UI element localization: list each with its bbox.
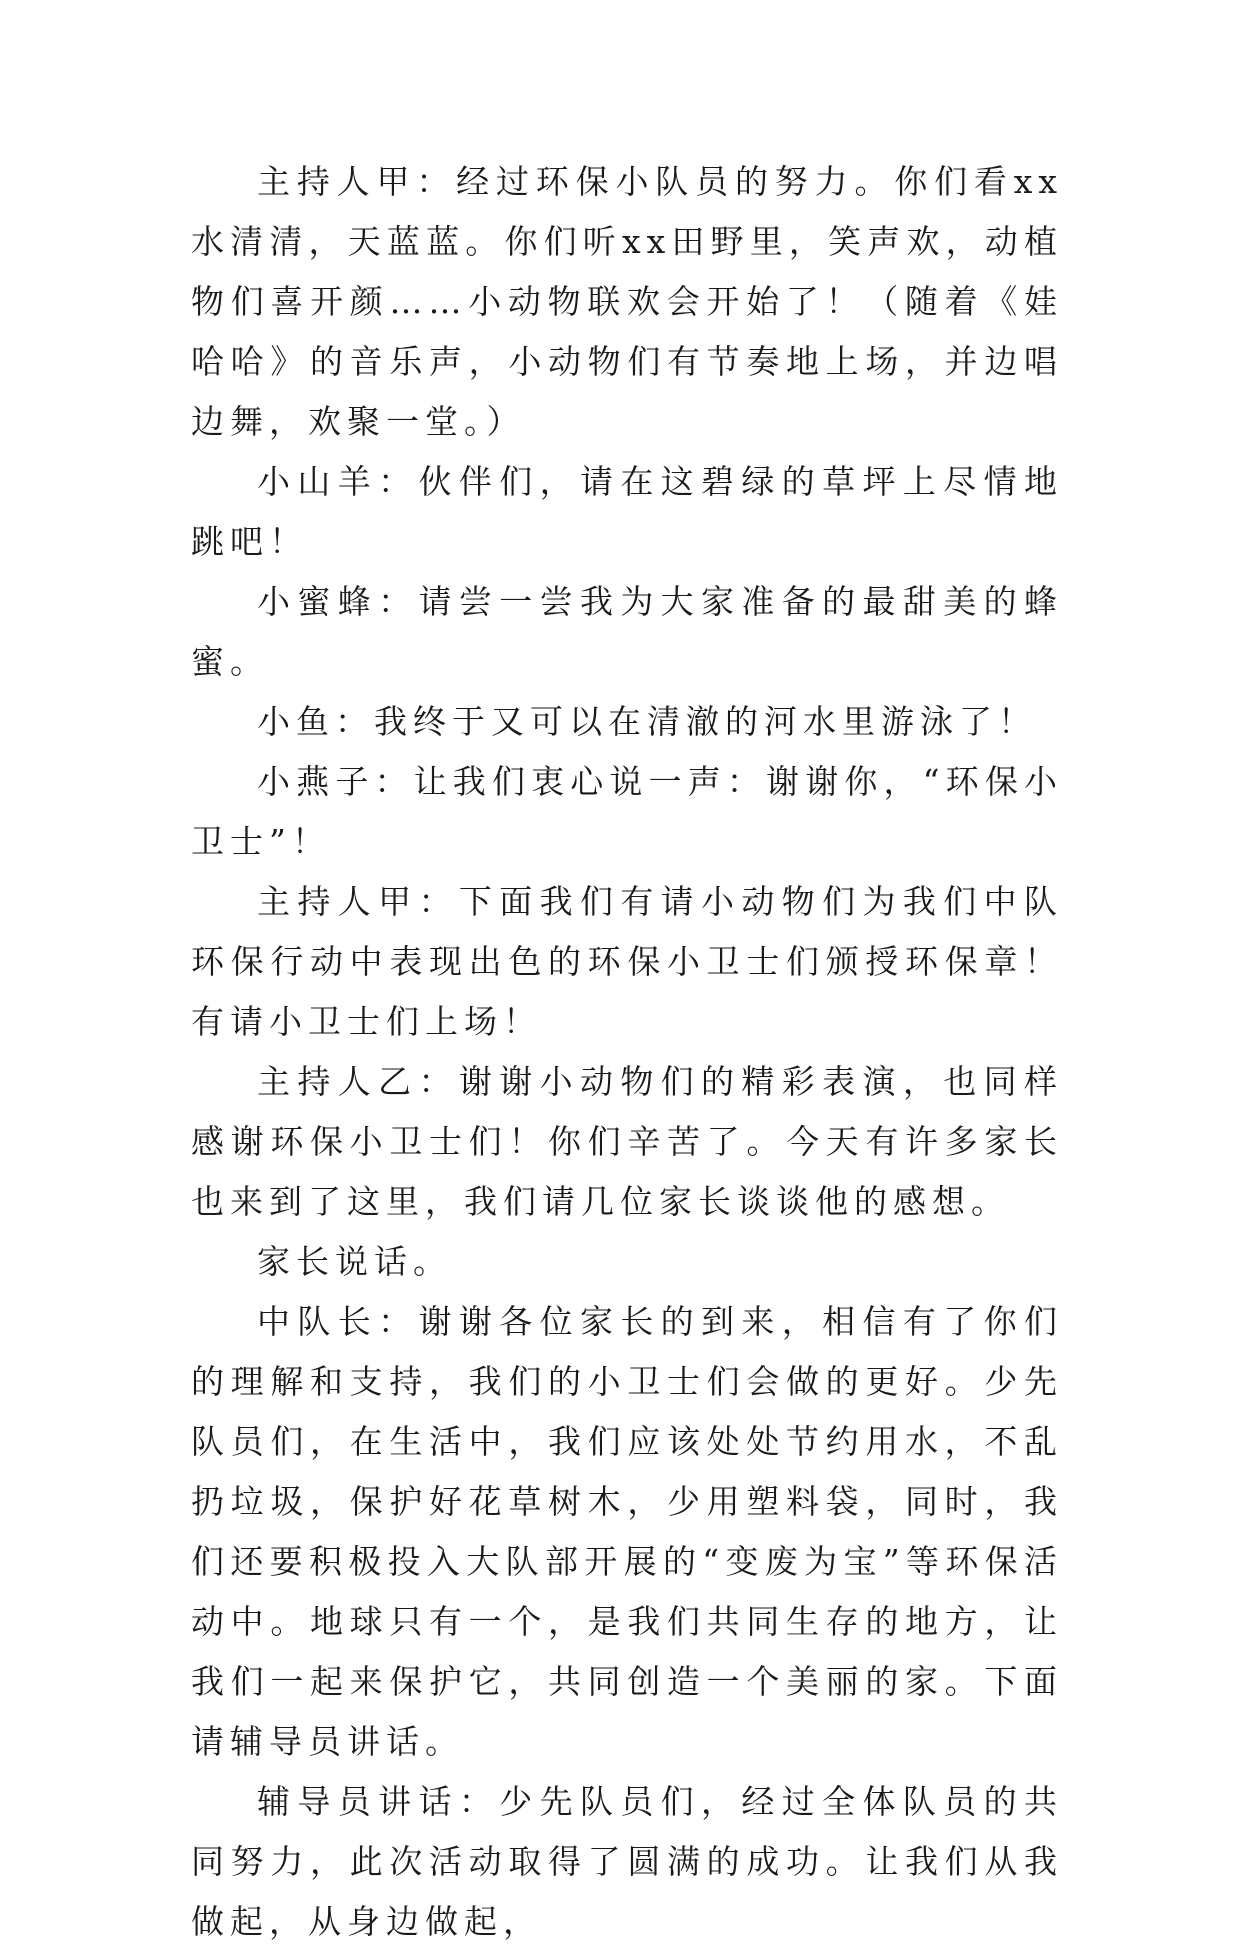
- paragraph-little-swallow: 小燕子：让我们衷心说一声：谢谢你，“环保小卫士”！: [191, 762, 1063, 861]
- paragraph-host-a-intro: 主持人甲：经过环保小队员的努力。你们看xx水清清，天蓝蓝。你们听xx田野里，笑声欢，动植物们喜开颜……小动物联欢会开始了！（随着《娃哈哈》的音乐声，小动物们有节奏地上场，并边唱边舞，欢聚一堂。）: [191, 162, 1063, 441]
- document-body: [191, 152, 1063, 1952]
- paragraph-squadron-leader: 中队长：谢谢各位家长的到来，相信有了你们的理解和支持，我们的小卫士们会做的更好。少先队员们，在生活中，我们应该处处节约用水，不乱扔垃圾，保护好花草树木，少用塑料袋，同时，我们还要积极投入大队部开展的“变废为宝”等环保活动中。地球只有一个，是我们共同生存的地方，让我们一起来保护它，共同创造一个美丽的家。下面请辅导员讲话。: [191, 1302, 1063, 1761]
- paragraph-little-bee: 小蜜蜂：请尝一尝我为大家准备的最甜美的蜂蜜。: [191, 582, 1063, 681]
- paragraph-little-fish: 小鱼：我终于又可以在清澈的河水里游泳了！: [257, 702, 1037, 741]
- paragraph-little-goat: 小山羊：伙伴们，请在这碧绿的草坪上尽情地跳吧！: [191, 462, 1063, 561]
- paragraph-host-a-award: 主持人甲：下面我们有请小动物们为我们中队环保行动中表现出色的环保小卫士们颁授环保章！有请小卫士们上场！: [191, 882, 1063, 1041]
- paragraph-parents-speak: 家长说话。: [257, 1242, 452, 1281]
- paragraph-counselor: 辅导员讲话：少先队员们，经过全体队员的共同努力，此次活动取得了圆满的成功。让我们从我做起，从身边做起，: [191, 1782, 1063, 1941]
- paragraph-host-b: 主持人乙：谢谢小动物们的精彩表演，也同样感谢环保小卫士们！你们辛苦了。今天有许多家长也来到了这里，我们请几位家长谈谈他的感想。: [191, 1062, 1063, 1221]
